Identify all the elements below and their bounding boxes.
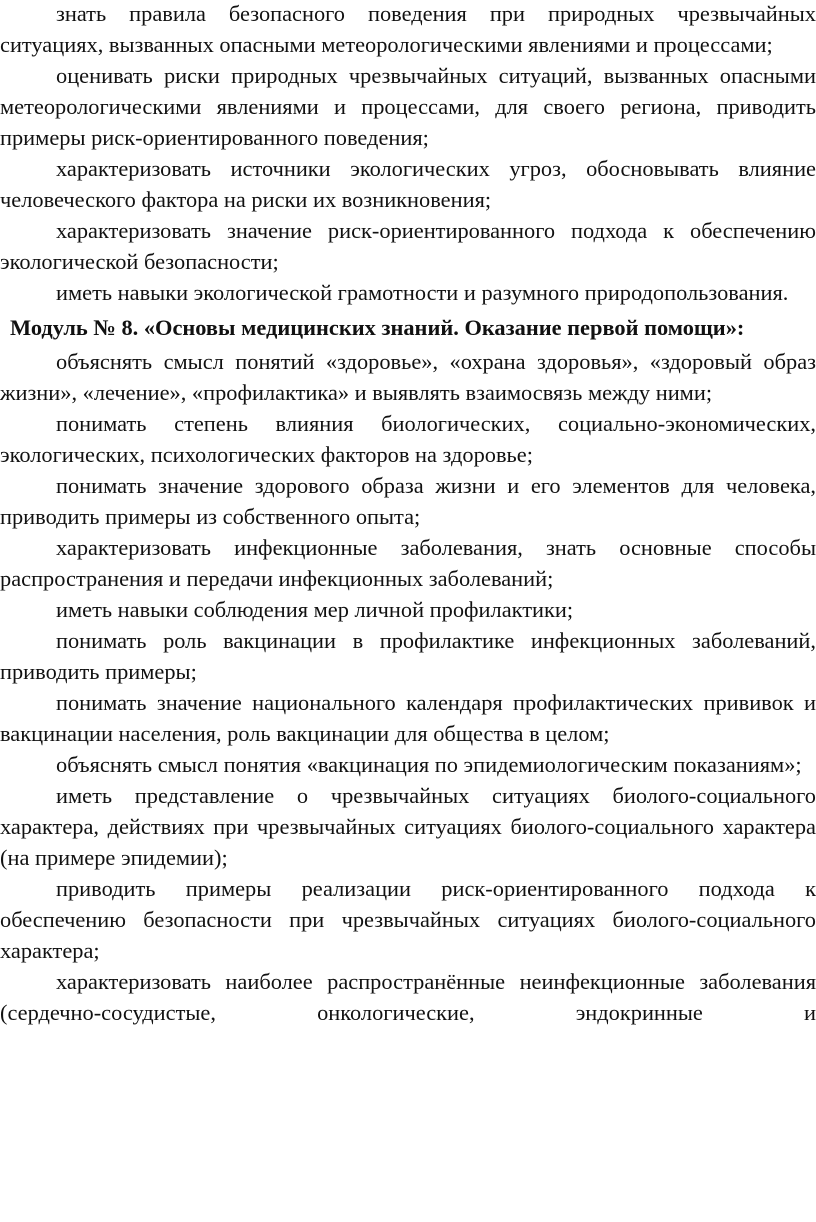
paragraph: иметь навыки экологической грамотности и разумного природопользования.: [56, 280, 789, 305]
module-heading: Модуль № 8. «Основы медицинских знаний. Оказание первой помощи»:: [10, 315, 745, 340]
paragraph: знать правила безопасного поведения при природных чрезвычайных ситуациях, вызванных опасными метеорологическими явлениями и процессами;: [0, 1, 816, 57]
paragraph: объяснять смысл понятий «здоровье», «охрана здоровья», «здоровый образ жизни», «лечение», «профилактика» и выявлять взаимосвязь между ними;: [0, 349, 816, 405]
paragraph: объяснять смысл понятия «вакцинация по эпидемиологическим показаниям»;: [56, 752, 802, 777]
paragraph: понимать значение здорового образа жизни и его элементов для человека, приводить примеры из собственного опыта;: [0, 473, 816, 529]
paragraph: иметь навыки соблюдения мер личной профилактики;: [56, 597, 574, 622]
paragraph: понимать значение национального календаря профилактических прививок и вакцинации населения, роль вакцинации для общества в целом;: [0, 690, 816, 746]
paragraph: иметь представление о чрезвычайных ситуациях биолого-социального характера, действиях при чрезвычайных ситуациях биолого-социального характера (на примере эпидемии);: [0, 783, 816, 870]
paragraph: приводить примеры реализации риск-ориентированного подхода к обеспечению безопасности при чрезвычайных ситуациях биолого-социального характера;: [0, 876, 816, 963]
paragraph: понимать степень влияния биологических, социально-экономических, экологических, психологических факторов на здоровье;: [0, 411, 816, 467]
paragraph: характеризовать инфекционные заболевания, знать основные способы распространения и передачи инфекционных заболеваний;: [0, 535, 816, 591]
paragraph: характеризовать значение риск-ориентированного подхода к обеспечению экологической безопасности;: [0, 218, 816, 274]
paragraph: понимать роль вакцинации в профилактике инфекционных заболеваний, приводить примеры;: [0, 628, 816, 684]
paragraph: оценивать риски природных чрезвычайных ситуаций, вызванных опасными метеорологическими явлениями и процессами, для своего региона, приводить примеры риск-ориентированного поведения;: [0, 63, 816, 150]
paragraph: характеризовать наиболее распространённые неинфекционные заболевания (сердечно-сосудистые, онкологические, эндокринные и: [0, 969, 816, 1025]
paragraph: характеризовать источники экологических угроз, обосновывать влияние человеческого фактора на риски их возникновения;: [0, 156, 816, 212]
